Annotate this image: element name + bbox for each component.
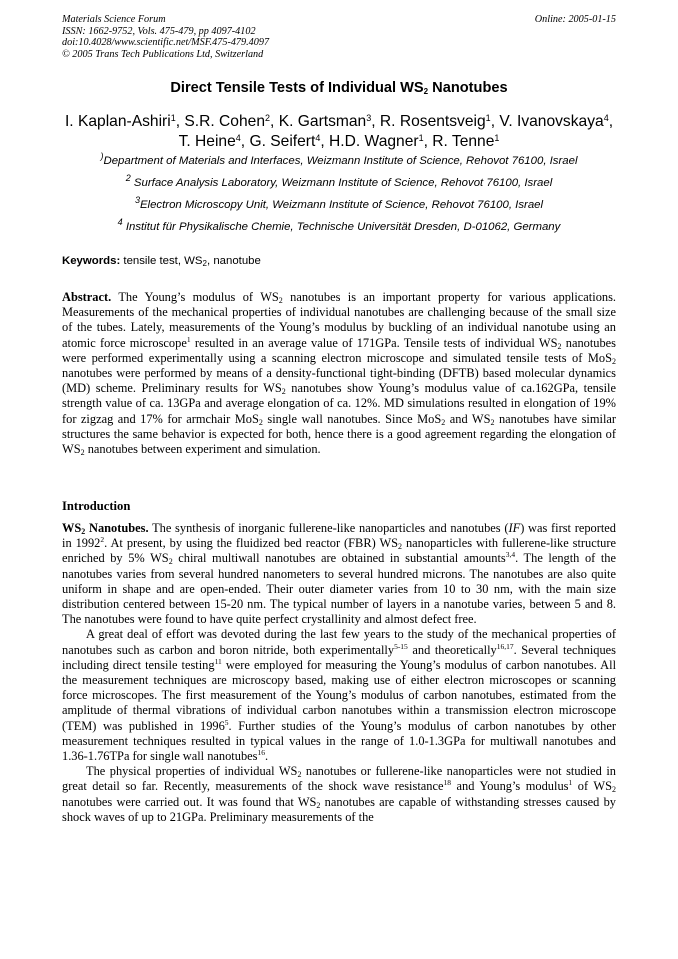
paper-title bbox=[62, 80, 616, 96]
affiliation-3: $^3$Electron Microscopy Unit, Weizmann Institute of Science, Rehovot 76100, Israel bbox=[134, 195, 544, 211]
paragraph-lead: $WS_2$ Nanotubes. bbox=[62, 521, 149, 536]
paragraph: The physical properties of individual $WS_2$ nanotubes or fullerene-like nanoparticles were not studied in great detail so far. Recently, measurements of the shock wave resistance$^{18}$ and Young’s modulus$^1$ of $WS_2$ nanotubes were carried out. It was found that $WS_2$ nanotubes are capable of withstanding stresses caused by shock waves of up to 21GPa. Preliminary measurements of the bbox=[62, 764, 616, 824]
keywords: Keywords: tensile test, $WS_2$, nanotube bbox=[62, 255, 261, 268]
introduction-body bbox=[62, 521, 616, 825]
author: H.D. Wagner$^1$ bbox=[329, 132, 424, 150]
online-date: Online: 2005-01-15 bbox=[534, 14, 616, 25]
paragraph: A great deal of effort was devoted during the last few years to the study of the mechanical properties of nanotubes such as carbon and boron nitride, both experimentally$^{5-15}$ and theoretically$^{16,17}$. Several techniques including direct tensile testing$^{11}$ were employed for measuring the Young’s modulus of carbon nanotubes. All the measurement techniques are microscopy based, making use of either electron microscopes or scanning force microscopes. The first measurement of the Young’s modulus of carbon nanotubes, estimated from the amplitude of thermal vibrations of individual carbon nanotubes within a transmission electron microscope (TEM) was published in 1996$^5$. Further studies of the Young’s modulus of carbon nanotubes by other measurement techniques resulted in typical values in the range of 1.0-1.3GPa for multiwall nanotubes and 1.36-1.76TPa for single wall nanotubes$^{16}$. bbox=[62, 627, 617, 764]
copyright-line: © 2005 Trans Tech Publications Ltd, Switzerland bbox=[62, 48, 264, 60]
doi-line: doi:10.4028/www.scientific.net/MSF.475-479.4097 bbox=[62, 37, 270, 49]
author: T. Heine$^4$ bbox=[178, 132, 241, 150]
title-text: Direct Tensile Tests of Individual WS bbox=[170, 80, 424, 96]
author: K. Gartsman$^3$ bbox=[278, 113, 372, 130]
journal-header bbox=[62, 14, 616, 60]
author-list: I. Kaplan-Ashiri$^1$, S.R. Cohen$^2$, K. Gartsman$^3$, R. Rosentsveig$^1$, V. Ivanovskaya$^4$, T. Heine$^4$, G. Seifert$^4$, H.D. Wagner$^1$, R. Tenne$^1$ bbox=[64, 113, 614, 150]
author: R. Tenne$^1$ bbox=[432, 132, 500, 150]
issn-line: ISSN: 1662-9752, Vols. 475-479, pp 4097-4102 bbox=[62, 25, 256, 37]
author: R. Rosentsveig$^1$ bbox=[379, 113, 491, 130]
abstract: Abstract. The Young’s modulus of $WS_2$ nanotubes is an important property for various applications. Measurements of the mechanical properties of individual nanotubes are challenging because of the small size of the tubes. Lately, measurements of the Young’s modulus by buckling of an individual nanotube using an atomic force microscope$^1$ resulted in an average value of 171GPa. Tensile tests of individual $WS_2$ nanotubes were performed experimentally using a scanning electron microscope and simulated tensile tests of MoS$_2$ nanotubes were performed by means of a density-functional tight-binding (DFTB) based molecular dynamics (MD) scheme. Preliminary results for $WS_2$ nanotubes show Young’s modulus value of ca.162GPa, tensile strength value of ca. 13GPa and average elongation of ca. 12%. MD simulations resulted in elongation of 19% for zigzag and 17% for armchair MoS$_2$ single wall nanotubes. Since MoS$_2$ and $WS_2$ nanotubes have similar structures the same behavior is expected for both, hence there is a good agreement regarding the elongation of $WS_2$ nanotubes between experiment and simulation. bbox=[62, 290, 617, 458]
title-subscript: 2 bbox=[423, 87, 429, 96]
abstract-label: Abstract. bbox=[62, 290, 112, 304]
paragraph: $WS_2$ Nanotubes. The synthesis of inorganic fullerene-like nanoparticles and nanotubes (IF) was first reported in 1992$^2$. At present, by using the fluidized bed reactor (FBR) $WS_2$ nanoparticles with fullerene-like structure enriched by 5% $WS_2$ chiral multiwall nanotubes are obtained in substantial amounts$^{3,4}$. The length of the nanotubes varies from several hundred nanometers to several hundred microns. The nanotubes are also quite uniform in shape and are open-ended. Their outer diameter varies from 10 to 30 nm, with the main size distribution centered between 15-20 nm. The typical number of layers in a nanotube varies, between 5 and 8. The nanotubes were found to have quite perfect crystallinity and almost defect free. bbox=[62, 521, 616, 627]
keywords-label: Keywords: bbox=[62, 255, 121, 267]
affiliation-2: $^2$ Surface Analysis Laboratory, Weizmann Institute of Science, Rehovot 76100, Israel bbox=[125, 173, 553, 189]
author: G. Seifert$^4$ bbox=[249, 132, 321, 150]
journal-name: Materials Science Forum bbox=[62, 14, 166, 25]
author: I. Kaplan-Ashiri$^1$ bbox=[64, 113, 176, 130]
affiliation-4: $^4$ Institut für Physikalische Chemie, Technische Universität Dresden, D-01062, Germany bbox=[117, 217, 561, 233]
section-heading-introduction: Introduction bbox=[62, 499, 131, 513]
author: S.R. Cohen$^2$ bbox=[184, 113, 271, 130]
title-text-end: Nanotubes bbox=[428, 80, 508, 96]
author: V. Ivanovskaya$^4$ bbox=[499, 113, 609, 130]
affiliation-1: )Department of Materials and Interfaces, Weizmann Institute of Science, Rehovot 76100, Israel bbox=[100, 151, 578, 167]
